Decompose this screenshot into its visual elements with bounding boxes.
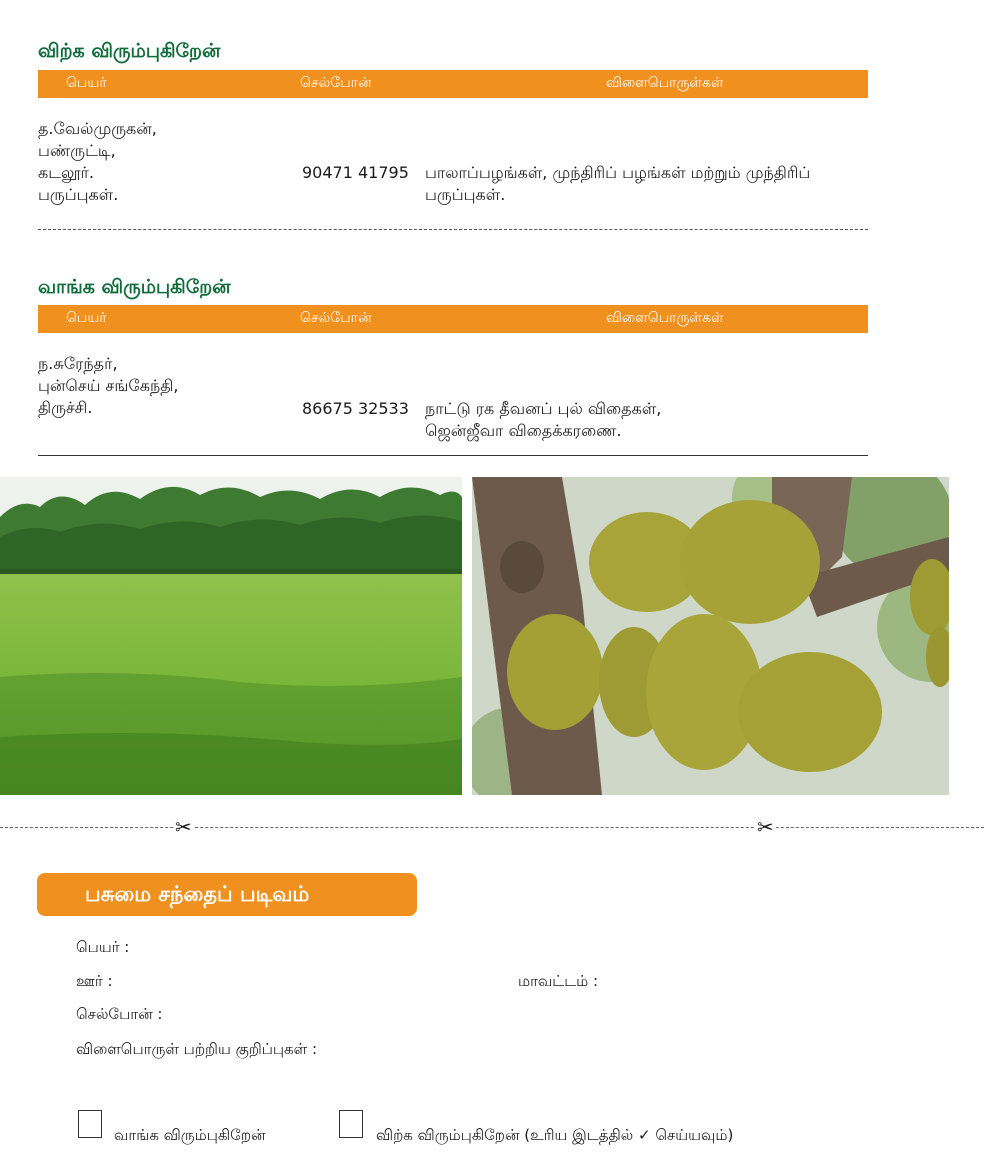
buy-divider: [38, 455, 868, 456]
sell-divider: [38, 229, 868, 230]
district-field-label: மாவட்டம் :: [518, 972, 599, 990]
buy-option-label: வாங்க விரும்புகிறேன்: [114, 1126, 266, 1144]
buy-table-header: [38, 305, 868, 333]
header-phone: செல்போன்: [300, 310, 372, 326]
sell-checkbox[interactable]: [339, 1110, 363, 1138]
buy-entry-name: ந.சுரேந்தர், புன்செய் சங்கேந்தி, திருச்சி.: [38, 354, 179, 417]
form-title-banner: [37, 873, 417, 916]
header-products: விளைபொருள்கள்: [606, 75, 724, 91]
sell-section-title: விற்க விரும்புகிறேன்: [38, 40, 221, 62]
sell-entry-products: பாலாப்பழங்கள், முந்திரிப் பழங்கள் மற்றும் முந்திரிப் பருப்புகள்.: [425, 163, 811, 204]
sell-option-label: விற்க விரும்புகிறேன் (உரிய இடத்தில் ✓ செய்யவும்): [376, 1126, 734, 1144]
name-field-label: பெயர் :: [76, 938, 130, 956]
scissors-icon: ✂: [757, 815, 774, 839]
cut-line: [0, 827, 984, 828]
buy-entry-products: நாட்டு ரக தீவனப் புல் விதைகள், ஜென்ஜீவா விதைக்கரணை.: [425, 399, 662, 440]
form-title: பசுமை சந்தைப் படிவம்: [85, 882, 310, 906]
header-phone: செல்போன்: [300, 75, 372, 91]
town-field-label: ஊர் :: [76, 972, 113, 990]
phone-field-label: செல்போன் :: [76, 1005, 163, 1023]
buy-checkbox[interactable]: [78, 1110, 102, 1138]
sell-entry-name: த.வேல்முருகன், பண்ருட்டி, கடலூர். பருப்புகள்.: [38, 119, 157, 204]
scissors-icon: ✂: [175, 815, 192, 839]
jackfruit-photo: [472, 477, 949, 795]
header-name: பெயர்: [66, 75, 107, 91]
notes-field-label: விளைபொருள் பற்றிய குறிப்புகள் :: [76, 1040, 318, 1058]
header-name: பெயர்: [66, 310, 107, 326]
sell-table-header: [38, 70, 868, 98]
header-products: விளைபொருள்கள்: [606, 310, 724, 326]
grass-field-photo: [0, 477, 462, 795]
buy-section-title: வாங்க விரும்புகிறேன்: [38, 276, 231, 298]
sell-entry-phone: 90471 41795: [302, 163, 409, 182]
buy-entry-phone: 86675 32533: [302, 399, 409, 418]
